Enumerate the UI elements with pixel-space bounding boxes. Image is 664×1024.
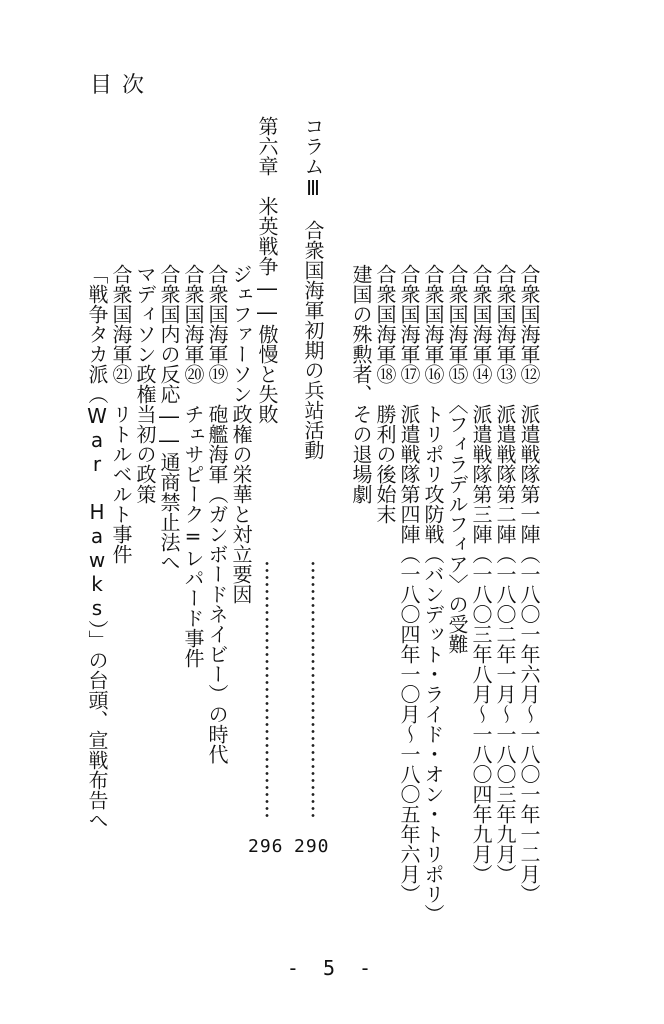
leader-dots (309, 560, 317, 820)
page-number: 296 (248, 836, 284, 857)
page-number: 290 (294, 836, 330, 857)
page-footer-number: - 5 - (286, 956, 378, 980)
toc-entry-chapter: 第六章 米英戦争――傲慢と失敗 (255, 116, 279, 424)
toc-entry: 合衆国海軍⑲ 砲艦海軍（ガンボードネイビー）の時代 (205, 264, 229, 764)
toc-entry: ジェファーソン政権の栄華と対立要因 (229, 264, 253, 604)
toc-entry: 合衆国海軍⑰ 派遣戦隊第四陣（一八〇四年一〇月～一八〇五年六月） (397, 264, 421, 904)
toc-entry: 合衆国海軍⑯ トリポリ攻防戦（バンデット・ライド・オン・トリポリ） (421, 264, 445, 924)
toc-entry: 合衆国海軍㉑ リトルベルト事件 (109, 264, 133, 564)
toc-entry: 建国の殊勲者、その退場劇 (349, 264, 373, 504)
toc-entry: 合衆国海軍⑬ 派遣戦隊第二陣（一八〇二年一月～一八〇三年九月） (493, 264, 517, 884)
toc-entry: 「戦争タカ派（War Hawks）」の台頭、宣戦布告へ (85, 264, 109, 830)
toc-entry: 合衆国海軍⑱ 勝利の後始末 (373, 264, 397, 524)
toc-entry: 合衆国海軍⑳ チェサピーク=レパード事件 (181, 264, 205, 668)
toc-entry: マディソン政権当初の政策 (133, 264, 157, 504)
toc-entry-column: コラムⅢ 合衆国海軍初期の兵站活動 (301, 116, 325, 460)
toc-entry: 合衆国内の反応――通商禁止法へ (157, 264, 181, 572)
page-title: 目次 (90, 73, 155, 98)
toc-entry: 合衆国海軍⑭ 派遣戦隊第三陣（一八〇三年八月～一八〇四年九月） (469, 264, 493, 884)
toc-entry: 合衆国海軍⑫ 派遣戦隊第一陣（一八〇一年六月～一八〇一年一二月） (517, 264, 541, 904)
leader-dots (263, 560, 271, 820)
toc-list (70, 112, 570, 924)
toc-entry: 合衆国海軍⑮ 〈フィラデルフィア〉の受難 (445, 264, 469, 654)
